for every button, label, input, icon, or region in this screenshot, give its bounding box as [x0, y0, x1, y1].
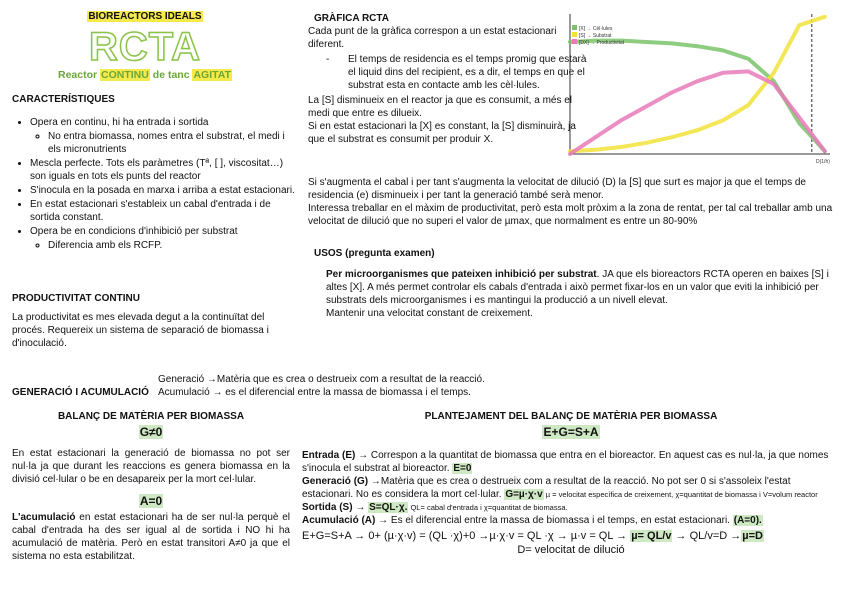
equation-badge: E+G=S+A: [543, 425, 599, 439]
productivitat-text: La productivitat es mes elevada degut a la continuïtat del procés. Requereix un sistema de separació de biomassa i d'inoculació.: [12, 312, 269, 349]
acumulacio-line: Acumulació → es el diferencial entre la massa de biomassa i el temps.: [158, 387, 471, 398]
legend-label-0: [X] → Cèl·lules: [579, 26, 613, 32]
list-item: - El temps de residencia es el temps promig que estarà el liquid dins del recipient, es a dir, el temps en que el substrat esta en contacte amb les cèl·lules.: [308, 53, 588, 92]
productivitat-section: [12, 292, 297, 350]
grafica-heading: GRÀFICA RCTA: [314, 13, 389, 24]
list-item: • Opera be en condicions d'inhibició per substrat ◦ Diferencia amb els RCFP.: [30, 225, 297, 252]
a-text: L'acumulació en estat estacionari ha de ser nul·la perquè el cabal d'entrada ha des ser igual al de sortida i NO hi ha acumulació de matèria. Però en estat transitori A≠0 ja que el sistema no esta estabilitzat.: [12, 512, 290, 563]
list-item: • En estat estacionari s'estableix un cabal d'entrada i de sortida constant.: [30, 198, 297, 224]
acumulacio-text: Acumulació (A) → Es el diferencial entre la massa de biomassa i el temps, en estat estacionari. (A=0).: [302, 514, 762, 526]
a-badge: A=0: [139, 493, 163, 508]
generacio-text: Generació (G) →Matèria que es crea o destrueix com a resultat de la reacció. No pot ser 0 si s'assoleix l'estat estacionari. No es considera la mort cel·lular. G=µ·χ·v µ = velocitat específica de creixement, χ=quantitat de biomassa i V=volum reactor: [302, 475, 818, 500]
productivitat-heading: PRODUCTIVITAT CONTINU: [12, 293, 140, 304]
caracteristiques-section: [12, 93, 297, 253]
legend-swatch-2: [572, 39, 577, 44]
series-line-0: [570, 41, 825, 152]
usos-last: Mantenir una velocitat constant de creixement.: [326, 308, 533, 319]
legend-swatch-1: [572, 32, 577, 37]
list-item: ◦ No entra biomassa, nomes entra el substrat, el medi i els micronutrients: [48, 130, 297, 156]
plantejament-section: [302, 410, 840, 557]
grafica-p2: Si en estat estacionari la [X] es constant, la [S] disminuirà, ja que el substrat es consumit per produir X.: [308, 121, 576, 145]
balanc-section: [12, 410, 290, 563]
g-badge: G≠0: [139, 425, 163, 439]
usos-section: [314, 247, 839, 320]
series-line-2: [570, 71, 825, 154]
list-item: ◦ Diferencia amb els RCFP.: [48, 239, 297, 252]
legend-label-2: [DX] → Productivitat: [579, 40, 625, 46]
balanc-heading: BALANÇ DE MATÈRIA PER BIOMASSA: [57, 411, 245, 422]
derivation: E+G=S+A → 0+ (µ·χ·v) = (QL ·χ)+0 →µ·χ·v = QL ·χ → µ·v = QL → µ= QL/v → QL/v=D →µ=D: [302, 529, 763, 542]
usos-bold: Per microorganismes que pateixen inhibició per substrat: [326, 269, 597, 280]
generacio-defs: [158, 373, 578, 399]
plantejament-heading: PLANTEJAMENT DEL BALANÇ DE MATÈRIA PER BIOMASSA: [424, 411, 718, 422]
subtitle: Reactor CONTINU de tanc AGITAT: [58, 69, 231, 81]
usos-text: . JA que els bioreactors RCTA operen en baixes [S] i altes [X]. A més permet controlar els cabals d'entrada i això permet fixar-los en un valor que eviti la inhibició per substrats dels microorganismes i es mantingui la producció a un nivell elevat.: [326, 269, 829, 306]
generacio-line: Generació →Matèria que es crea o destrueix com a resultat de la reacció.: [158, 374, 485, 385]
grafica-intro: Cada punt de la gràfica correspon a un estat estacionari diferent.: [308, 26, 557, 50]
g-text: En estat estacionari la generació de biomassa no pot ser nul·la ja que durant les reaccions es genera biomassa en la divisió cel·lular o be en desapareix per la mort cel·lular.: [12, 447, 290, 485]
grafica-p4: Interessa treballar en el màxim de productivitat, però esta molt pròxim a la zona de rentat, per tal cal treballar amb una velocitat de dilució que no superi el valor de µmax, que normalment es entre un 80-90%: [308, 203, 833, 227]
x-axis-label: D(1/h): [816, 159, 830, 165]
d-line: D= velocitat de dilució: [517, 543, 625, 556]
sortida-text: Sortida (S) → S=QL·χ. QL= cabal d'entrada i χ=quantitat de biomassa.: [302, 501, 568, 513]
entrada-text: Entrada (E) → Correspon a la quantitat de biomassa que entra en el bioreactor. En aquest cas es nul·la, ja que nomes s'inocula el substrat al bioreactor. E=0: [302, 449, 829, 474]
kicker: BIOREACTORS IDEALS: [88, 11, 202, 22]
usos-heading: USOS (pregunta examen): [314, 248, 435, 259]
list-item: • S'inocula en la posada en marxa i arriba a estat estacionari.: [30, 184, 297, 197]
caracteristiques-heading: CARACTERÍSTIQUES: [12, 94, 115, 105]
rcta-chart: [558, 6, 840, 166]
grafica-paragraphs: [308, 176, 838, 228]
page-title: RCTA: [88, 25, 202, 69]
grafica-p1: La [S] disminueix en el reactor ja que es consumit, a més el medi que entre es diluei​x.: [308, 95, 573, 119]
list-item: • Mescla perfecte. Tots els paràmetres (Tª, [ ], viscositat…) son iguals en tots els punts del reactor: [30, 157, 297, 183]
legend-swatch-0: [572, 25, 577, 30]
grafica-p3: Si s'augmenta el cabal i per tant s'augmenta la velocitat de dilució (D) la [S] que surt es major ja que el temps de residencia (e) disminueix i per tant la generació també serà menor.: [308, 177, 806, 201]
grafica-section: [308, 12, 588, 146]
list-item: • Opera en continu, hi ha entrada i sortida ◦ No entra biomassa, nomes entra el substrat, el medi i els micronutrients: [30, 116, 297, 156]
legend-label-1: [S] → Substrat: [579, 33, 612, 39]
generacio-heading: GENERACIÓ I ACUMULACIÓ: [12, 387, 149, 398]
